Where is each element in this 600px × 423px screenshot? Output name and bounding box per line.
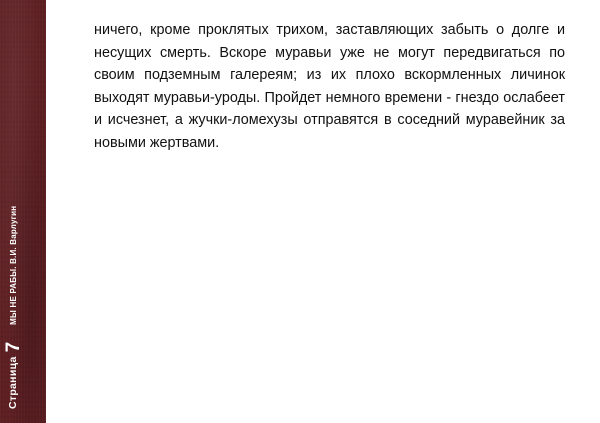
book-title: МЫ НЕ РАБЫ. В.И. Варлугин	[8, 205, 18, 325]
page-sidebar	[0, 0, 46, 423]
sidebar-caption	[4, 206, 23, 409]
page-label: Страница	[7, 356, 20, 409]
body-paragraph: ничего, кроме проклятых трихом, заставляющих забыть о долге и несущих смерть. Вскоре муравьи уже не могут передвигаться по своим подземным галереям; из их плохо вскормленных личинок выходят муравьи-уроды. Пройдет немного времени - гнездо ослабеет и исчезнет, а жучки-ломехузы отправятся в соседний муравейник за новыми жертвами.	[94, 22, 565, 151]
page-content	[94, 19, 565, 155]
page-number: 7	[3, 341, 24, 353]
